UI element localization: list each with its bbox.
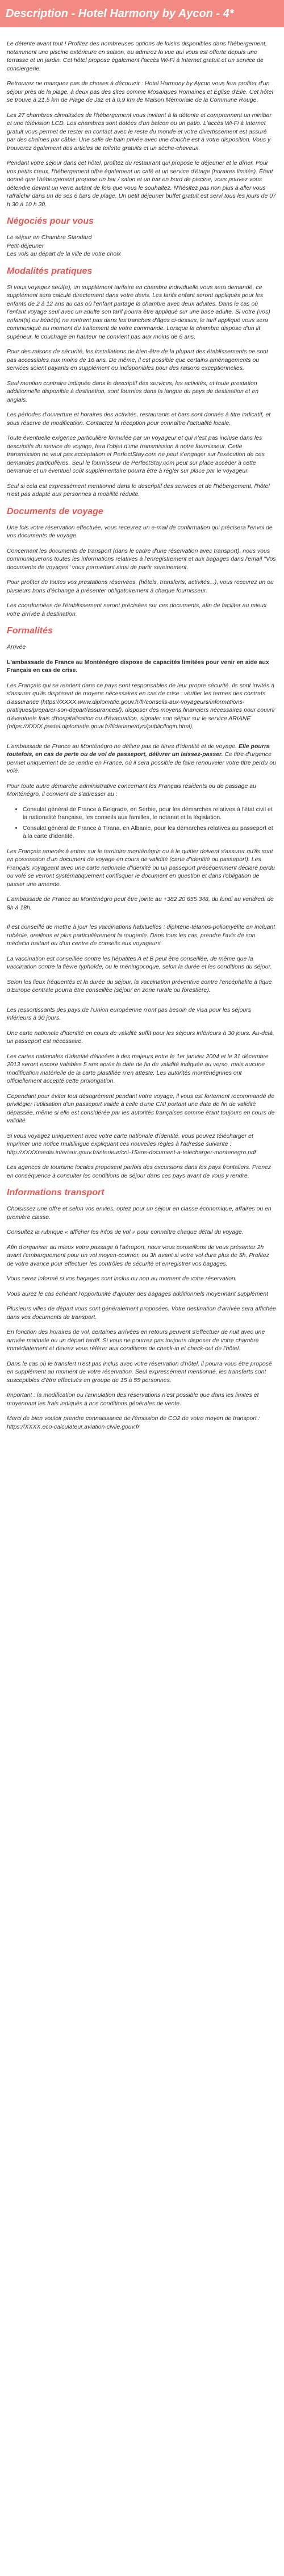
formalites-paragraph: Pour toute autre démarche administrative concernant les Français résidents ou de passage au Monténégro, il convient de s'adresser au : [7,782,256,798]
informations-paragraph: En fonction des horaires de vol, certaines arrivées en retours peuvent s'effectuer de nuit avec une arrivée matinale ou un départ tardif. Si vous ne pourrez pas toujours disposer de votre chambre immédiatement et devrez vous référer aux conditions de check-in et check-out de l'hôtel. [7,1329,265,1352]
informations-paragraph: Plusieurs villes de départ vous sont généralement proposées. Votre destination d'arrivée sera affichée dans vos documents de transport. [7,1305,276,1321]
negocies-lines [7,233,276,258]
intro-paragraph: Pendant votre séjour dans cet hôtel, profitez du restaurant qui propose le déjeuner et le dîner. Pour vos petits creux, l'hébergement offre également un café et un service d'étage (horaires limités). Étant donné que l'hébergement propose un bar / salon et un bar en bord de piscine, vous pouvez vous détendre devant un verre autant de fois que vous le souhaitez. N'hésitez pas non plus à aller vous rafraîchir dans un de ses 6 bars de plage. Un petit déjeuner buffet gratuit est servi tous les jours de 07 h 30 à 10 h 30. [7,160,276,208]
list-item: • Consulat général de France à Belgrade, en Serbie, pour les démarches relatives à l'état civil et la nationalité française, les conseils aux familles, le notariat et la législation. [23,805,276,822]
negocies-line: Petit-déjeuner [7,242,44,249]
formalites-paragraph: Si vous voyagez uniquement avec votre carte nationale d'identité, vous pouvez télécharger et imprimer une notice multilingue expliquant ces nouvelles règles à l'adresse suivante : http://XXXXmedia.interieur.gouv.fr/interieur/cni-15ans-document-a-telecharger-montenegro.pdf [7,1132,256,1156]
list-item: • Consulat général de France à Tirana, en Albanie, pour les démarches relatives au passeport et à la carte d'identité. [23,824,276,841]
formalites-paragraph: La vaccination est conseillée contre les hépatites A et B peut être conseillée, de même que la vaccination contre la fièvre typhoïde, ou le méningocoque, selon la durée et les conditions du séjour. [7,955,272,970]
content [0,40,284,1431]
intro-paragraph: Retrouvez ne manquez pas de choses à découvrir : Hotel Harmony by Aycon vous fera profiter d'un séjour près de la plage, à deux pas des sites comme Mosaïques Romaines et Église d'Élie. Cet hôtel se trouve à 21,5 km de Plage de Jaz et à 0,9 km de Maison Mémoriale de la Commune Rouge. [7,80,273,103]
formalites-paragraph: Les Français qui se rendent dans ce pays sont responsables de leur propre sécurité. Ils sont invités à s'assurer qu'ils disposent de moyens nécessaires en cas de crise : vérifier les termes des contrats d'assurance (https://XXXX.www.diplomatie.gouv.fr/fr/conseils-aux-voyageurs/informations-pratiques/preparer-son-depart/assurances/), disposer des moyens financiers nécessaires pour couvrir d'éventuels frais d'hospitalisation ou d'évacuation, signaler son séjour sur le service ARIANE (https://XXXX.pastel.diplomatie.gouv.fr/fildariane/dyn/public/login.html). [7,682,275,730]
documents-paragraph: Une fois votre réservation effectuée, vous recevrez un e-mail de confirmation qui précisera l'envoi de vos documents de voyage. [7,524,273,539]
modalites-paragraph: Les périodes d'ouverture et horaires des activités, restaurants et bars sont donnés à titre indicatif, et sous réserve de modification. Contactez la réception pour connaître l'actualité locale. [7,411,271,427]
informations-paragraph: Afin d'organiser au mieux votre passage à l'aéroport, nous vous conseillons de vous présenter 2h avant l'embarquement pour un vol moyen-courrier, ou 3h avant si votre vol dure plus de 5h. Profitez de votre avance pour effectuer les contrôles de sécurité et enregistrer vos bagages. [7,1243,269,1267]
negocies-line: Le séjour en Chambre Standard [7,234,92,241]
informations-paragraph: Vous serez informé si vos bagages sont inclus ou non au moment de votre réservation. [7,1275,237,1282]
modalites-paragraph: Toute éventuelle exigence particulière formulée par un voyageur et qui n'est pas incluse dans les descriptifs du service de voyage, fera l'objet d'une transmission à notre fournisseur. Cette transmission ne vaut pas acceptation et PerfectStay.com ne peut s'engager sur l'exécution de ces demandes particulières. Seul le fournisseur de PerfectStay.com peut sur place accéder à cette demande et un éventuel coût supplémentaire pourra être à régler sur place par le voyageur. [7,435,265,474]
section-heading-documents: Documents de voyage [7,506,103,516]
documents-paragraph: Pour profiter de toutes vos prestations réservées, (hôtels, transferts, activités...), vous recevrez un ou plusieurs bons d'échange à présenter obligatoirement à chaque fournisseur. [7,579,274,594]
section-heading-informations: Informations transport [7,1188,105,1197]
formalites-paragraph: Il est conseillé de mettre à jour les vaccinations habituelles : diphtérie-tétanos-poliomyélite en incluant rubéole, oreillons et plus particulièrement la rougeole. Dans tous les cas, prendre l'avis de son médecin traitant ou d'un centre de conseils aux voyageurs. [7,924,275,947]
informations-paragraph: Vous aurez le cas échéant l'opportunité d'ajouter des bagages additionnels moyennant supplément [7,1290,269,1297]
intro-paragraph: Les 27 chambres climatisées de l'hébergement vous invitent à la détente et comprennent un minibar et une télévision LCD. Les chambres sont dotées d'un balcon ou un patio. L'accès Wi-Fi à Internet gratuit vous permet de rester en contact avec le reste du monde et votre divertissement est assuré par des chaînes par câble. Une salle de bain privée avec une douche est à votre disposition. Vous y trouverez également des articles de toilette gratuits et un sèche-cheveux. [7,111,272,152]
informations-paragraph: Choisissez une offre et selon vos envies, optez pour un séjour en classe économique, affaires ou en première classe. [7,1205,272,1221]
informations-paragraph: Important : la modification ou l'annulation des réservations n'est possible que dans les limites et moyennant les frais indiqués à nos conditions générales de vente. [7,1392,259,1407]
consulates-list [7,805,276,841]
informations-paragraph: Consultez la rubrique « afficher les infos de vol » pour connaître chaque détail du voyage. [7,1229,244,1235]
formalites-text: Ce titre d'urgence permet uniquement de se rendre en France, où il sera possible de faire renouveler votre titre perdu ou volé. [7,751,276,774]
section-heading-modalites: Modalités pratiques [7,266,93,276]
formalites-paragraph: Une carte nationale d'identité en cours de validité suffit pour les séjours inférieurs à 30 jours. Au-delà, un passeport est nécessaire. [7,1029,274,1045]
formalites-paragraph: L'ambassade de France au Monténégro peut être jointe au +382 20 655 348, du lundi au vendredi de 8h à 18h. [7,896,274,911]
formalites-warning: L'ambassade de France au Monténégro dispose de capacités limitées pour venir en aide aux Français en cas de crise. [7,658,269,674]
formalites-paragraph: Les agences de tourisme locales proposent parfois des excursions dans les pays frontaliers. Prenez en conséquence à consulter les conditions de séjour dans ces pays avant de vous y rendre. [7,1164,272,1179]
negocies-line: Les vols au départ de la ville de votre choix [7,250,121,257]
modalites-paragraph: Seul si cela est expressément mentionné dans le descriptif des services et de l'hébergement, l'hôtel n'est pas adapté aux personnes à mobilité réduite. [7,482,270,498]
formalites-paragraph: Selon les lieux fréquentés et la durée du séjour, la vaccination préventive contre l'encéphalite à tique d'Europe centrale pourra être conseillée (séjour en zone rurale ou forestière). [7,978,272,993]
formalites-paragraph [7,742,276,775]
documents-paragraph: Concernant les documents de transport (dans le cadre d'une réservation avec transport), nous vous communiquerons toutes les informations relatives à l'enregistrement et aux bagages dans l'email "Vos documents de voyages" vous permettant ainsi de partir sereinement. [7,547,276,571]
section-heading-negocies: Négociés pour vous [7,216,94,226]
formalites-paragraph: Les Français amenés à entrer sur le territoire monténégrin ou à le quitter doivent s'assurer qu'ils sont en possession d'un document de voyage en cours de validité (carte d'identité ou passeport). Les Français voyageant avec une carte nationale d'identité ou un passeport précédemment déclaré perdu ou volé se verront systématiquement confisquer le document en question et dans l'obligation de passer une amende. [7,847,275,888]
formalites-paragraph: Cependant pour éviter tout désagrément pendant votre voyage, il vous est fortement recommandé de privilégier l'utilisation d'un passeport valide à celle d'une CNI portant une date de fin de validité dépassée, même si elle est considérée par les autorités françaises comme étant toujours en cours de validité. [7,1092,275,1124]
modalites-paragraph: Si vous voyagez seul(e), un supplément tarifaire en chambre individuelle vous sera demandé, ce supplément sera calculé directement dans votre devis. Les tarifs enfant seront appliqués pour les enfants de 2 à 12 ans au cas où l'enfant partage la chambre avec deux adultes. Dans le cas où l'enfant voyage seul avec un adulte son tarif pourra être appliqué sur une base adulte. Si votre (vos) enfant(s) ou bébé(s) ne rentrent pas dans les tranches d'âges ci-dessus, le tarif appliqué vous sera communiqué au moment du traitement de votre commande. Lorsque la chambre dispose d'un lit supérieur, le couchage en hauteur ne convient pas aux moins de 6 ans. [7,283,270,340]
formalites-text-bold: Elle pourra toutefois, en cas de perte ou de vol de passeport, délivrer un laissez-passer. [7,742,270,758]
formalites-paragraph: Les ressortissants des pays de l'Union européenne n'ont pas besoin de visa pour les séjours inférieurs à 90 jours. [7,1006,252,1021]
informations-paragraph: Dans le cas où le transfert n'est pas inclus avec votre réservation d'hôtel, il pourra vous être proposé en supplément au moment de votre réservation. Seul expressément mentionné, les transferts sont susceptibles d'être effectués en groupe de 15 à 55 personnes. [7,1360,272,1384]
documents-paragraph: Les coordonnées de l'établissement seront précisées sur ces documents, afin de faciliter au mieux votre arrivée à destination. [7,602,267,617]
informations-paragraph: Merci de bien vouloir prendre connaissance de l'émission de CO2 de votre moyen de transport : https://XXXX.eco-calculateur.aviation-civile.gouv.fr [7,1415,260,1430]
intro-paragraph: Le détente avant tout ! Profitez des nombreuses options de loisirs disponibles dans l'hébergement, notamment une piscine extérieure en saison, ou admirez la vue qui vous est offerte depuis une terrasse et un jardin. Cet hôtel propose également l'accès Wi-Fi à Internet gratuit et un service de conciergerie. [7,40,267,72]
modalites-paragraph: Pour des raisons de sécurité, les installations de bien-être de la plupart des établissements ne sont pas accessibles aux moins de 16 ans. De même, il est possible que certains aménagements ou services soient payants en supplément ou indisponibles pour des raisons exceptionnelles. [7,348,268,371]
formalites-text: L'ambassade de France au Monténégro ne délivre pas de titres d'identité et de voyage. [7,742,237,750]
formalites-paragraph: Les cartes nationales d'identité délivrées à des majeurs entre le 1er janvier 2004 et le 31 décembre 2013 seront encore valables 5 ans après la date de fin de validité indiquée au verso, mais aucune modification matérielle de la carte plastifiée n'en atteste. Les autorités monténégrines ont officiellement accepté cette prolongation. [7,1053,269,1084]
section-heading-formalites: Formalités [7,626,53,636]
page-title: Description - Hotel Harmony by Aycon - 4* [0,0,284,27]
formalites-arrivee: Arrivée [7,644,26,650]
modalites-paragraph: Seul mention contraire indiquée dans le descriptif des services, les activités, et toute prestation additionnelle disponible à destination, sont fournies dans la langue du pays de destination et en anglais. [7,379,259,403]
